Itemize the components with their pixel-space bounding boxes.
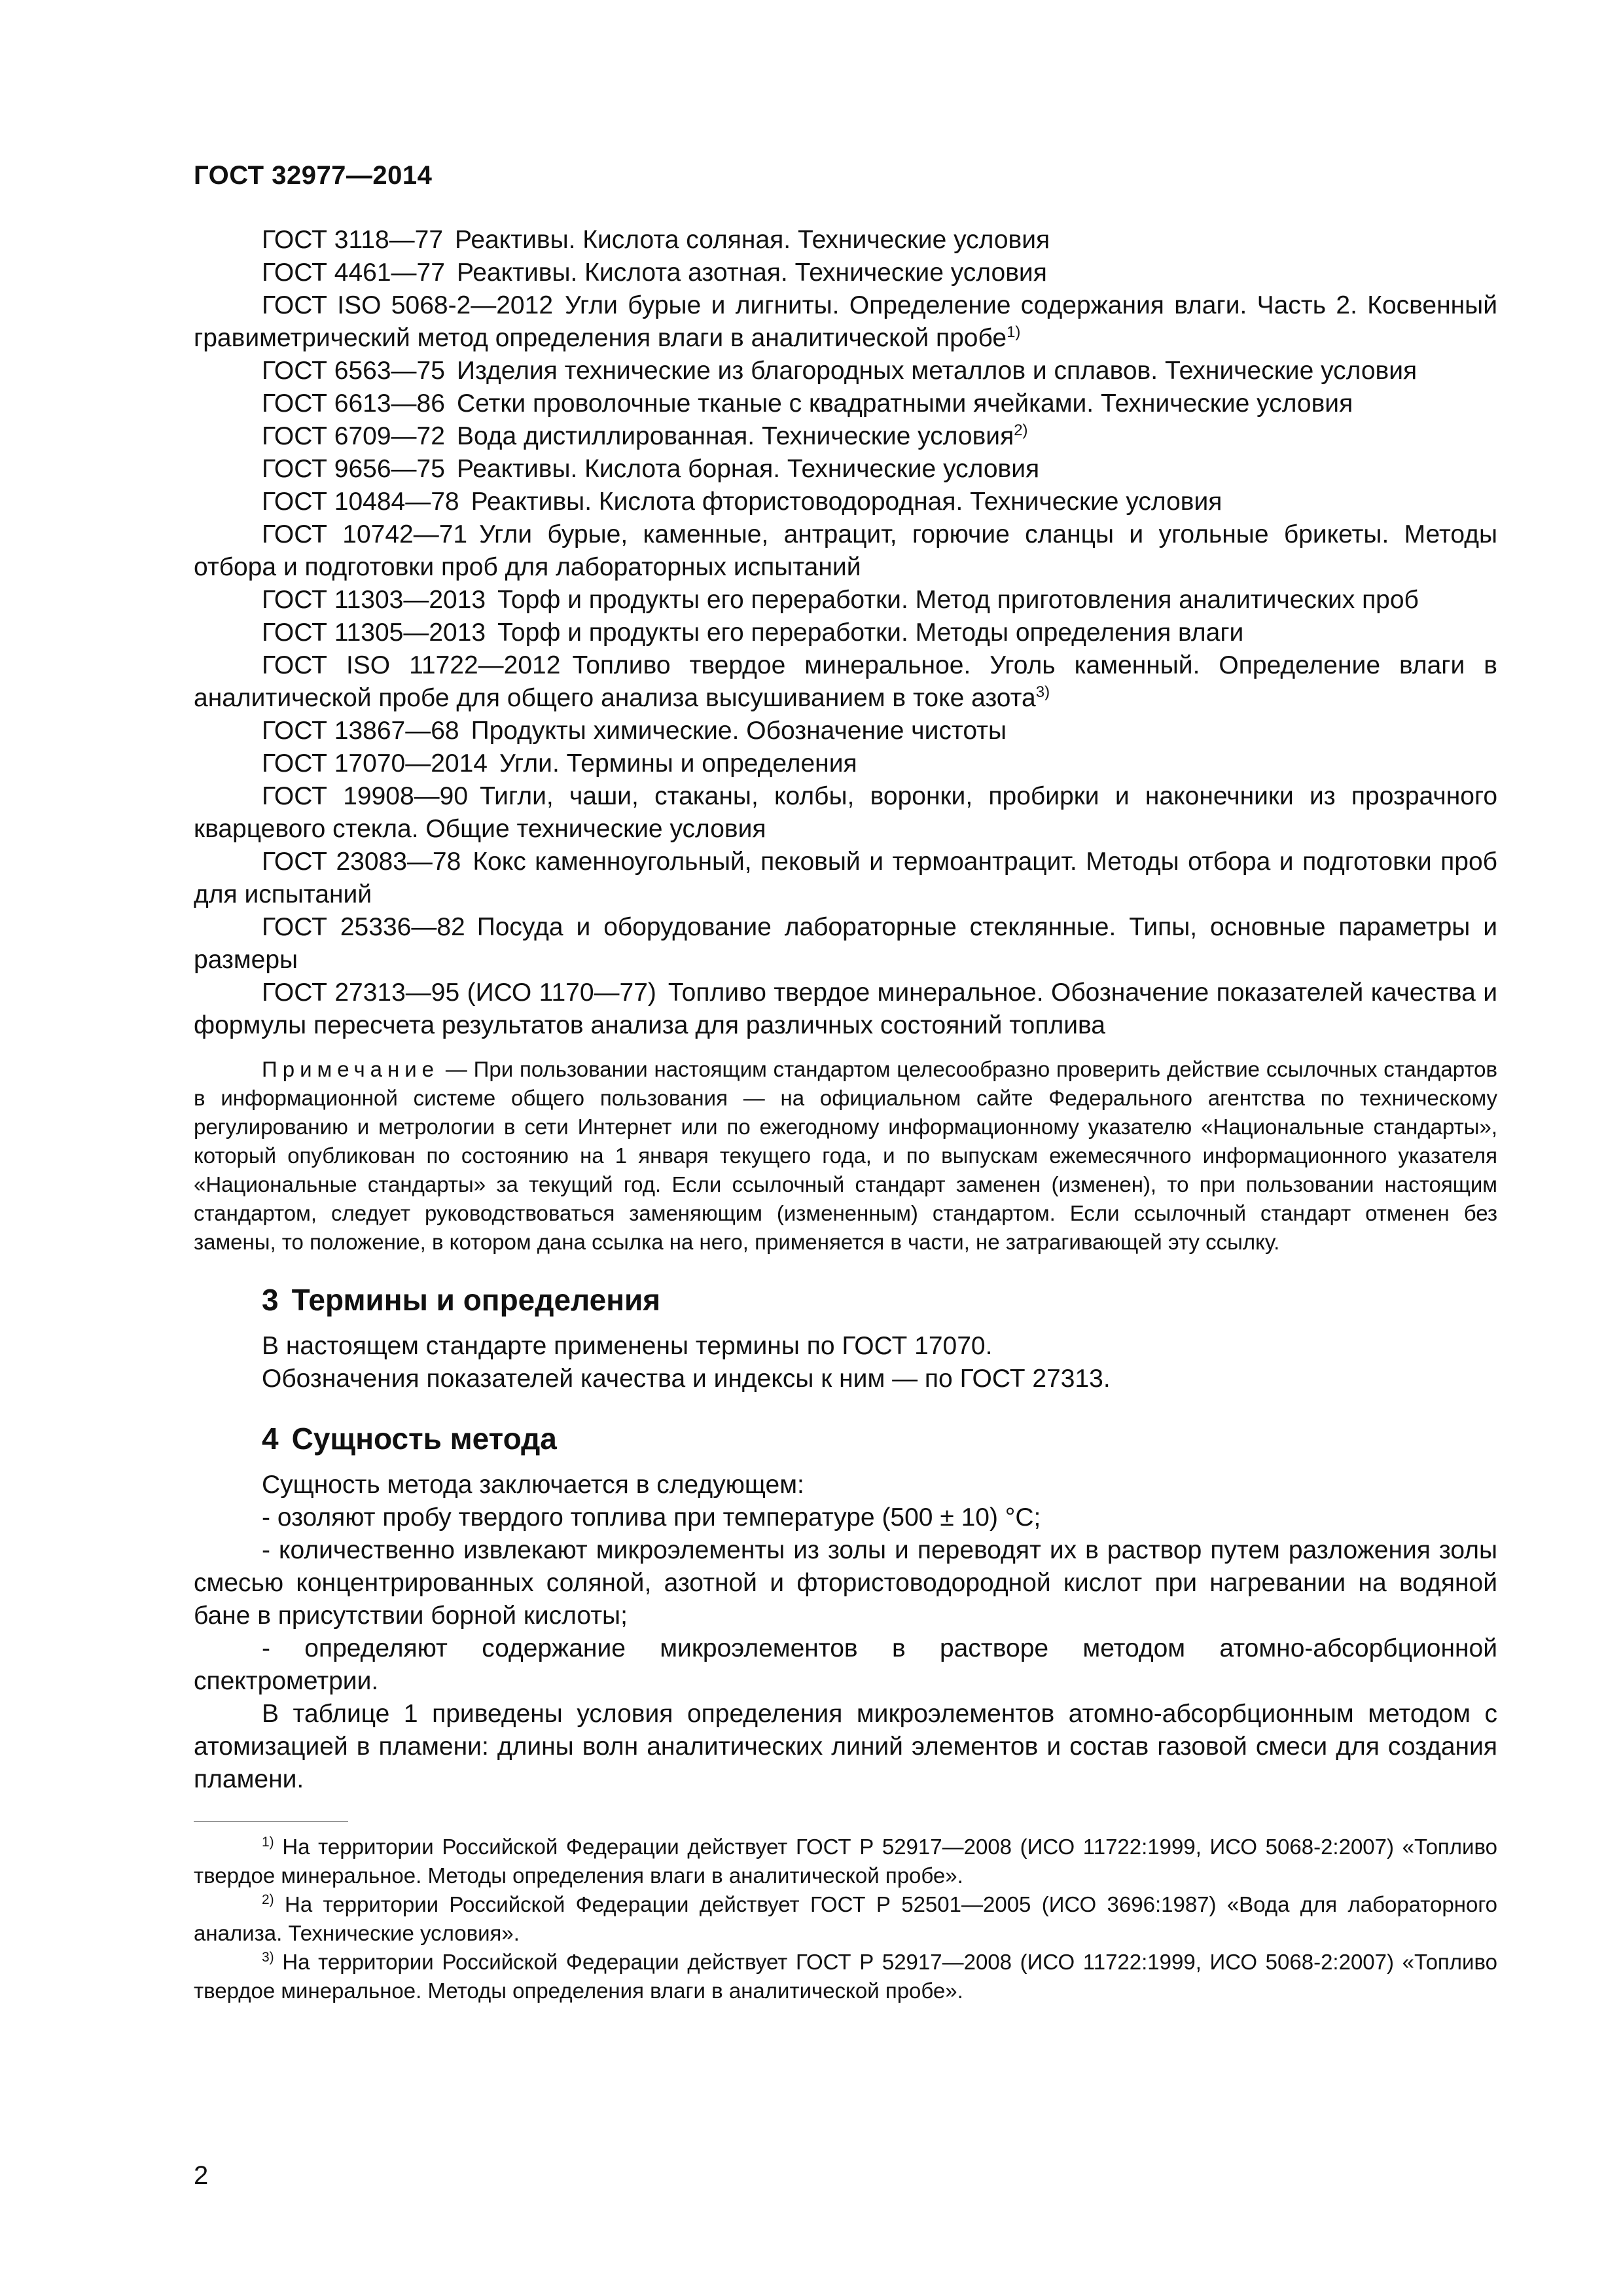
reference-text: Тигли, чаши, стаканы, колбы, воронки, пробирки и наконечники из прозрачного кварцевого стекла. Общие технические условия xyxy=(194,782,1498,843)
paragraph: В настоящем стандарте применены термины по ГОСТ 17070. xyxy=(262,1332,993,1360)
reference-code: ГОСТ 10742—71 xyxy=(262,520,468,548)
reference-code: ГОСТ 25336—82 xyxy=(262,913,465,941)
reference-item xyxy=(194,486,1497,518)
paragraph: - определяют содержание микроэлементов в растворе методом атомно-абсорбционной спектрометрии. xyxy=(194,1634,1497,1695)
footnote-separator xyxy=(194,1821,348,1822)
footnote-mark: 1) xyxy=(262,1835,274,1850)
reference-text: Топливо твердое минеральное. Обозначение показателей качества и формулы пересчета результатов анализа для различных состояний топлива xyxy=(194,978,1498,1039)
reference-item xyxy=(194,518,1497,584)
reference-text: Реактивы. Кислота фтористоводородная. Технические условия xyxy=(471,488,1222,516)
reference-code: ГОСТ 6613—86 xyxy=(262,389,445,418)
footnote xyxy=(194,1890,1497,1948)
reference-item xyxy=(194,911,1497,977)
reference-item xyxy=(194,453,1497,486)
reference-code: ГОСТ 4461—77 xyxy=(262,259,445,287)
reference-text: Торф и продукты его переработки. Метод приготовления аналитических проб xyxy=(497,586,1419,614)
paragraph: Обозначения показателей качества и индексы к ним — по ГОСТ 27313. xyxy=(262,1365,1111,1393)
paragraph: В таблице 1 приведены условия определения микроэлементов атомно-абсорбционным методом с атомизацией в пламени: длины волн аналитических линий элементов и состав газовой смеси для создания пламени. xyxy=(194,1700,1497,1793)
footnote xyxy=(194,1833,1497,1890)
footnote xyxy=(194,1948,1497,2005)
reference-item xyxy=(194,355,1497,387)
reference-text: Угли бурые, каменные, антрацит, горючие сланцы и угольные брикеты. Методы отбора и подготовки проб для лабораторных испытаний xyxy=(194,520,1497,581)
reference-text: Изделия технические из благородных металлов и сплавов. Технические условия xyxy=(456,357,1418,385)
footnote-text: На территории Российской Федерации действует ГОСТ Р 52917—2008 (ИСО 11722:1999, ИСО 5068-2:2007) «Топливо твердое минеральное. Методы определения влаги в аналитической пробе». xyxy=(194,1835,1498,1888)
reference-code: ГОСТ 13867—68 xyxy=(262,717,459,745)
footnote-ref[interactable]: 2) xyxy=(1014,422,1028,439)
reference-code: ГОСТ 6709—72 xyxy=(262,422,445,450)
reference-item xyxy=(194,289,1497,355)
reference-item xyxy=(194,224,1497,257)
reference-code: ГОСТ 11303—2013 xyxy=(262,586,486,614)
reference-code: ГОСТ 6563—75 xyxy=(262,357,445,385)
footnote-text: На территории Российской Федерации действует ГОСТ Р 52917—2008 (ИСО 11722:1999, ИСО 5068-2:2007) «Топливо твердое минеральное. Методы определения влаги в аналитической пробе». xyxy=(194,1950,1498,2003)
note-label: Примечание xyxy=(262,1057,440,1081)
reference-text: Реактивы. Кислота борная. Технические условия xyxy=(456,455,1040,483)
reference-code: ГОСТ 17070—2014 xyxy=(262,749,488,778)
paragraph: Сущность метода заключается в следующем: xyxy=(262,1471,804,1499)
footnote-ref[interactable]: 1) xyxy=(1007,323,1021,341)
reference-text: Угли бурые и лигниты. Определение содержания влаги. Часть 2. Косвенный гравиметрический метод определения влаги в аналитической пробе xyxy=(194,291,1498,352)
section-title: Сущность метода xyxy=(291,1422,557,1456)
reference-item xyxy=(194,649,1497,715)
reference-text: Торф и продукты его переработки. Методы определения влаги xyxy=(497,619,1244,647)
reference-item xyxy=(194,747,1497,780)
reference-text: Сетки проволочные тканые с квадратными ячейками. Технические условия xyxy=(456,389,1353,418)
section-4-heading xyxy=(262,1419,1497,1458)
page-header: ГОСТ 32977—2014 xyxy=(194,161,433,190)
paragraph: - озоляют пробу твердого топлива при температуре (500 ± 10) °С; xyxy=(262,1503,1041,1532)
reference-item xyxy=(194,977,1497,1042)
paragraph: - количественно извлекают микроэлементы из золы и переводят их в раствор путем разложения золы смесью концентрированных соляной, азотной и фтористоводородной кислот при нагревании на водяной бане в присутствии борной кислоты; xyxy=(194,1536,1497,1630)
note-text: — При пользовании настоящим стандартом целесообразно проверить действие ссылочных стандартов в информационной системе общего пользования — на официальном сайте Федерального агентства по техническому регулированию и метрологии в сети Интернет или по ежегодному информационному указателю «Национальные стандарты», который опубликован по состоянию на 1 января текущего года, и по выпускам ежемесячного информационного указателя «Национальные стандарты» за текущий год. Если ссылочный стандарт заменен (изменен), то при пользовании настоящим стандартом, следует руководствоваться заменяющим (измененным) стандартом. Если ссылочный стандарт отменен без замены, то положение, в котором дана ссылка на него, применяется в части, не затрагивающей эту ссылку. xyxy=(194,1057,1497,1254)
reference-code: ГОСТ ISO 11722—2012 xyxy=(262,651,561,679)
note-block xyxy=(194,1055,1497,1257)
reference-item xyxy=(194,257,1497,289)
footnote-mark: 2) xyxy=(262,1892,274,1907)
section-number: 4 xyxy=(262,1422,279,1456)
reference-text: Реактивы. Кислота соляная. Технические условия xyxy=(455,226,1050,254)
reference-code: ГОСТ 3118—77 xyxy=(262,226,444,254)
page-number: 2 xyxy=(194,2161,209,2190)
reference-item xyxy=(194,584,1497,617)
reference-code: ГОСТ 19908—90 xyxy=(262,782,469,810)
footnote-text: На территории Российской Федерации действует ГОСТ Р 52501—2005 (ИСО 3696:1987) «Вода для лабораторного анализа. Технические условия». xyxy=(194,1892,1497,1945)
reference-item xyxy=(194,846,1497,911)
reference-code: ГОСТ 9656—75 xyxy=(262,455,445,483)
reference-item xyxy=(194,617,1497,649)
document-body xyxy=(194,224,1497,2005)
section-number: 3 xyxy=(262,1283,279,1317)
section-3-heading xyxy=(262,1280,1497,1319)
reference-text: Посуда и оборудование лабораторные стеклянные. Типы, основные параметры и размеры xyxy=(194,913,1497,974)
reference-text: Кокс каменноугольный, пековый и термоантрацит. Методы отбора и подготовки проб для испытаний xyxy=(194,848,1498,908)
reference-code: ГОСТ 10484—78 xyxy=(262,488,459,516)
reference-text: Топливо твердое минеральное. Уголь каменный. Определение влаги в аналитической пробе для общего анализа высушиванием в токе азота xyxy=(194,651,1497,712)
reference-code: ГОСТ ISO 5068-2—2012 xyxy=(262,291,554,319)
footnote-mark: 3) xyxy=(262,1950,274,1965)
section-title: Термины и определения xyxy=(291,1283,661,1317)
reference-code: ГОСТ 23083—78 xyxy=(262,848,461,876)
reference-code: ГОСТ 27313—95 (ИСО 1170—77) xyxy=(262,978,656,1007)
reference-item xyxy=(194,420,1497,453)
reference-item xyxy=(194,780,1497,846)
reference-text: Угли. Термины и определения xyxy=(499,749,857,778)
reference-text: Продукты химические. Обозначение чистоты xyxy=(471,717,1007,745)
reference-item xyxy=(194,387,1497,420)
reference-text: Реактивы. Кислота азотная. Технические условия xyxy=(456,259,1047,287)
reference-code: ГОСТ 11305—2013 xyxy=(262,619,486,647)
reference-text: Вода дистиллированная. Технические условия xyxy=(456,422,1014,450)
footnote-ref[interactable]: 3) xyxy=(1035,683,1050,701)
reference-item xyxy=(194,715,1497,747)
references-list xyxy=(194,224,1497,1042)
